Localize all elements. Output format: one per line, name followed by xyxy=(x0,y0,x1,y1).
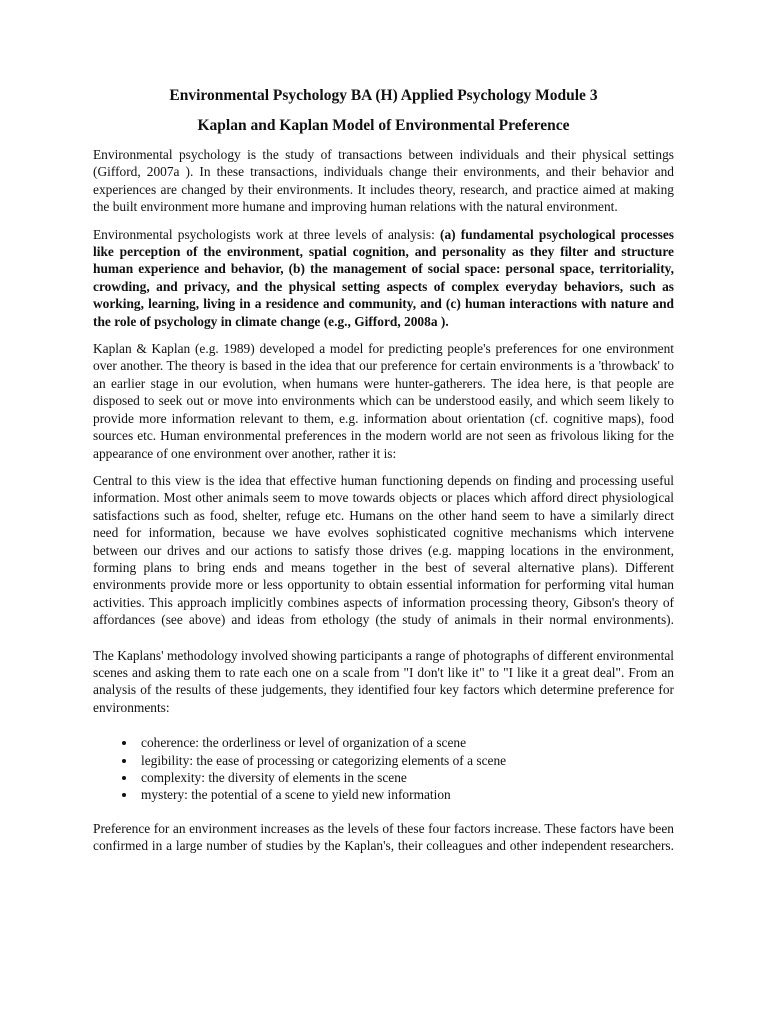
spacer xyxy=(93,726,674,734)
document-title: Environmental Psychology BA (H) Applied Psychology Module 3 xyxy=(169,87,598,104)
paragraph-definition: Environmental psychology is the study of transactions between individuals and their physical settings (Gifford, 2007a ). In these transactions, individuals change their environments, and their behavior and experiences are changed by their environments. It includes theory, research, and practice aimed at making the built environment more humane and improving human relations with the natural environment. xyxy=(93,147,674,215)
paragraph-levels xyxy=(93,226,674,330)
spacer xyxy=(93,639,674,647)
document-subtitle: Kaplan and Kaplan Model of Environmental Preference xyxy=(197,117,570,134)
list-item: • legibility: the ease of processing or categorizing elements of a scene xyxy=(137,752,674,769)
paragraph-methodology: The Kaplans' methodology involved showing participants a range of photographs of different environmental scenes and asking them to rate each one on a scale from "I don't like it" to "I like it a great deal". From an analysis of the results of these judgements, they identified four key factors which determine preference for environments: xyxy=(93,647,674,715)
paragraph-conclusion: Preference for an environment increases as the levels of these four factors increase. These factors have been confirmed in a large number of studies by the Kaplan's, their colleagues and other independent researchers. xyxy=(93,820,674,854)
document-page xyxy=(93,86,674,865)
paragraph-information: Central to this view is the idea that effective human functioning depends on finding and processing useful information. Most other animals seem to move towards objects or places which afford direct physiological satisfactions such as food, shelter, refuge etc. Humans on the other hand seem to have a similarly direct need for information, because we have evolves sophisticated cognitive mechanisms which intervene between our drives and our actions to satisfy those drives (e.g. mapping locations in the environment, forming plans to bring ends and means together in the best of several alternative plans). Different environments provide more or less opportunity to obtain essential information for performing vital human activities. This approach implicitly combines aspects of information processing theory, Gibson's theory of affordances (see above) and ideas from ethology (the study of animals in their normal environments). xyxy=(93,472,674,628)
levels-intro-text: Environmental psychologists work at three levels of analysis: xyxy=(93,226,441,242)
list-item: • coherence: the orderliness or level of organization of a scene xyxy=(137,734,674,751)
list-item: • mystery: the potential of a scene to yield new information xyxy=(137,786,674,803)
factor-list xyxy=(93,734,674,804)
paragraph-kaplan-model: Kaplan & Kaplan (e.g. 1989) developed a model for predicting people's preferences for one environment over another. The theory is based in the idea that our preference for certain environments is a 'throwback' to an earlier stage in our evolution, when humans were hunter-gatherers. The idea here, is that people are disposed to seek out or move into environments which can be understood easily, and which seem likely to provide more information relevant to them, e.g. information about orientation (cf. cognitive maps), food sources etc. Human environmental preferences in the modern world are not seen as frivolous liking for the appearance of one environment over another, rather it is: xyxy=(93,341,674,461)
list-item: • complexity: the diversity of elements in the scene xyxy=(137,769,674,786)
levels-bold-text: (a) fundamental psychological processes like perception of the environment, spatial cognition, and personality as they filter and structure human experience and behavior, (b) the management of social space: personal space, territoriality, crowding, and privacy, and the physical setting aspects of complex everyday behaviors, such as working, learning, living in a residence and community, and (c) human interactions with nature and the role of psychology in climate change (e.g., Gifford, 2008a ). xyxy=(93,226,675,329)
